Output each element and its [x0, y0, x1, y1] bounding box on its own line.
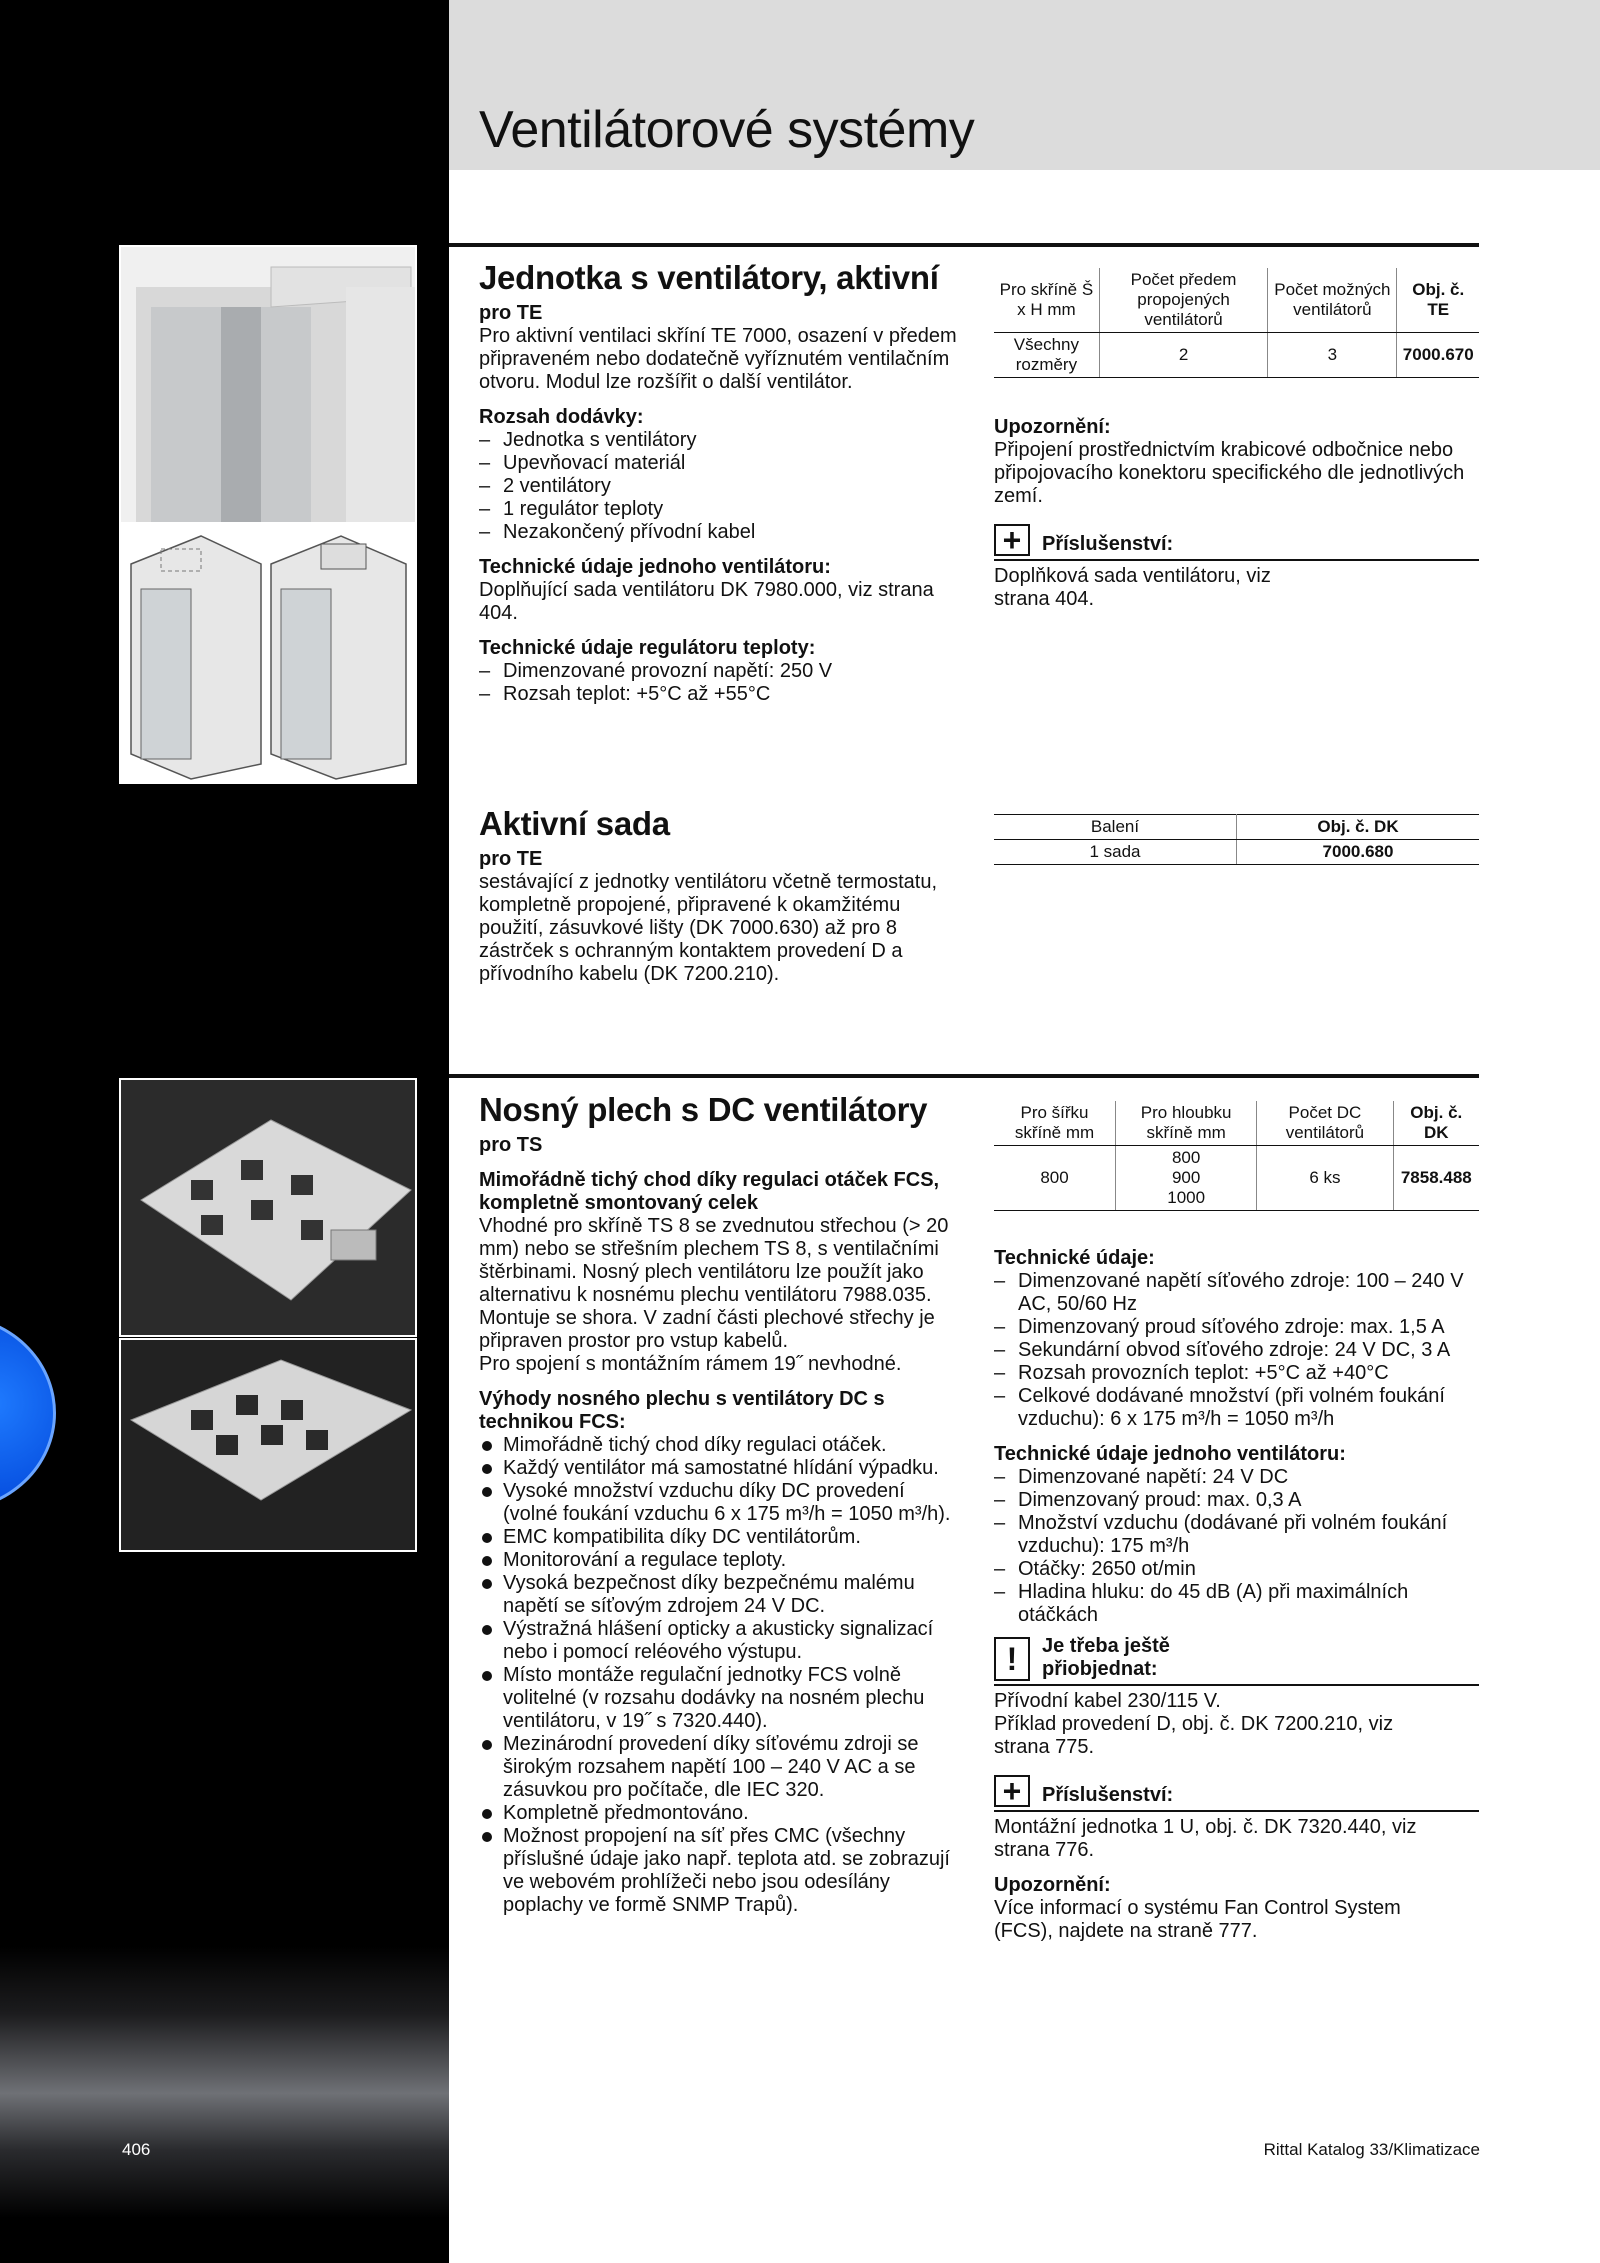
section1-table [994, 268, 1479, 378]
table-cell: Všechny rozměry [994, 333, 1099, 378]
table-header: Počet DC ventilátorů [1257, 1101, 1393, 1146]
section1-heading: Jednotka s ventilátory, aktivní [479, 259, 939, 296]
list-item: Místo montáže regulační jednotky FCS volně volitelné (v rozsahu dodávky na nosném plechu ventilátoru, v 19˝ s 7320.440). [479, 1664, 959, 1733]
accessories-text: Montážní jednotka 1 U, obj. č. DK 7320.440, viz strana 776. [994, 1816, 1417, 1861]
accessories-header [994, 524, 1479, 561]
table-header: Obj. č. DK [1237, 815, 1480, 840]
list-item: – Sekundární obvod síťového zdroje: 24 V DC, 3 A [994, 1339, 1479, 1362]
list-item: – Dimenzované napětí síťového zdroje: 100 – 240 V AC, 50/60 Hz [994, 1270, 1479, 1316]
section3-intro: Vhodné pro skříně TS 8 se zvednutou střechou (> 20 mm) nebo se střešním plechem TS 8, s ventilačními štěrbinami. Nosný plech ventilátoru lze použít jako alternativu k nosnému plechu ventilátoru 7988.035. Montuje se shora. V zadní části plechové střechy je připraven prostor pro vstup kabelů. [479, 1215, 949, 1352]
list-item: – Nezakončený přívodní kabel [479, 521, 959, 544]
list-item: – Množství vzduchu (dodávané při volném foukání vzduchu): 175 m³/h [994, 1512, 1479, 1558]
section2-right [994, 814, 1479, 865]
scope-list [479, 429, 959, 544]
section1-sub: pro TE [479, 302, 543, 324]
section3-sub: pro TS [479, 1134, 543, 1156]
list-item: EMC kompatibilita díky DC ventilátorům. [479, 1526, 959, 1549]
section3-left [479, 1092, 959, 1917]
tech-list [994, 1270, 1479, 1431]
list-item: – Dimenzovaný proud: max. 0,3 A [994, 1489, 1479, 1512]
table-cell: 6 ks [1257, 1146, 1393, 1211]
section3-heading: Nosný plech s DC ventilátory [479, 1091, 928, 1128]
list-item: – Dimenzované napětí: 24 V DC [994, 1466, 1479, 1489]
section2-left [479, 806, 959, 986]
section1-left [479, 260, 959, 706]
table-header: Balení [994, 815, 1237, 840]
scope-title: Rozsah dodávky: [479, 406, 644, 428]
list-item: – Jednotka s ventilátory [479, 429, 959, 452]
table-header: Obj. č. DK [1393, 1101, 1479, 1146]
list-item: Kompletně předmontováno. [479, 1802, 959, 1825]
section2-table [994, 814, 1479, 865]
section1-note-text: Připojení prostřednictvím krabicové odbočnice nebo připojovacího konektoru specifického dle jednotlivých zemí. [994, 439, 1465, 507]
reg-list [479, 660, 959, 706]
section2-heading: Aktivní sada [479, 805, 670, 842]
list-item: Výstražná hlášení opticky a akusticky signalizací nebo i pomocí reléového výstupu. [479, 1618, 959, 1664]
footer-catalog: Rittal Katalog 33/Klimatizace [1263, 2140, 1480, 2159]
cabinet-drawings [119, 522, 417, 784]
tech-title: Technické údaje: [994, 1247, 1155, 1269]
accessories-title: Příslušenství: [1042, 1784, 1174, 1806]
fan-unit-photo [119, 245, 417, 525]
table-cell: 800 900 1000 [1116, 1146, 1257, 1211]
table-row [994, 840, 1479, 865]
page-number: 406 [122, 2140, 151, 2159]
section2-sub: pro TE [479, 848, 543, 870]
list-item: – Dimenzované provozní napětí: 250 V [479, 660, 959, 683]
table-row [994, 1146, 1479, 1211]
accessories-header [994, 1775, 1479, 1812]
list-item: – 1 regulátor teploty [479, 498, 959, 521]
list-item: – Upevňovací materiál [479, 452, 959, 475]
list-item: Vysoká bezpečnost díky bezpečnému malému napětí se síťovým zdrojem 24 V DC. [479, 1572, 959, 1618]
section3-note-text: Více informací o systému Fan Control System (FCS), najdete na straně 777. [994, 1897, 1401, 1942]
list-item: – Otáčky: 2650 ot/min [994, 1558, 1479, 1581]
section1-rule [449, 243, 1479, 247]
order-text: Přívodní kabel 230/115 V. Příklad provedení D, obj. č. DK 7200.210, viz strana 775. [994, 1690, 1394, 1758]
table-header: Pro skříně Š x H mm [994, 268, 1099, 333]
list-item: Mezinárodní provedení díky síťovému zdroji se širokým rozsahem napětí 100 – 240 V AC a se zásuvkou pro počítače, dle IEC 320. [479, 1733, 959, 1802]
list-item: – 2 ventilátory [479, 475, 959, 498]
fan-plate-photo-1 [119, 1078, 417, 1337]
list-item: – Dimenzovaný proud síťového zdroje: max. 1,5 A [994, 1316, 1479, 1339]
section3-intro2: Pro spojení s montážním rámem 19˝ nevhodné. [479, 1353, 902, 1375]
list-item: Mimořádně tichý chod díky regulaci otáček. [479, 1434, 959, 1457]
list-item: – Rozsah teplot: +5°C až +55°C [479, 683, 959, 706]
section3-table [994, 1101, 1479, 1211]
table-header: Pro šířku skříně mm [994, 1101, 1116, 1146]
advantages-title: Výhody nosného plechu s ventilátory DC s technikou FCS: [479, 1388, 885, 1433]
fan-list [994, 1466, 1479, 1627]
reg-title: Technické údaje regulátoru teploty: [479, 637, 816, 659]
fan-tech-text: Doplňující sada ventilátoru DK 7980.000, viz strana 404. [479, 579, 934, 624]
table-cell: 2 [1099, 333, 1267, 378]
list-item: Možnost propojení na síť přes CMC (všechny příslušné údaje jako např. teplota atd. se zobrazují ve webovém prohlížeči nebo jsou odesílány poplachy ve formě SNMP Trapů). [479, 1825, 959, 1917]
section1-right [994, 268, 1479, 611]
fan-tech-title: Technické údaje jednoho ventilátoru: [479, 556, 831, 578]
table-header: Pro hloubku skříně mm [1116, 1101, 1257, 1146]
table-header: Obj. č. TE [1397, 268, 1479, 333]
order-title: Je třeba ještě přiobjednat: [1042, 1635, 1170, 1680]
section1-intro: Pro aktivní ventilaci skříní TE 7000, osazení v předem připraveném nebo dodatečně vyříznutém ventilačním otvoru. Modul lze rozšířit o další ventilátor. [479, 325, 957, 393]
plus-icon: + [994, 524, 1030, 556]
section3-note-title: Upozornění: [994, 1874, 1111, 1896]
accessories-title: Příslušenství: [1042, 533, 1174, 555]
plus-icon: + [994, 1775, 1030, 1807]
section2-text: sestávající z jednotky ventilátoru včetně termostatu, kompletně propojené, připravené k okamžitému použití, zásuvkové lišty (DK 7000.630) až pro 8 zástrček s ochranným kontaktem provedení D a přívodního kabelu (DK 7200.210). [479, 871, 937, 985]
table-cell: 7858.488 [1393, 1146, 1479, 1211]
list-item: Každý ventilátor má samostatné hlídání výpadku. [479, 1457, 959, 1480]
table-row [994, 333, 1479, 378]
section3-rule [449, 1074, 1479, 1078]
table-header: Počet předem propojených ventilátorů [1099, 268, 1267, 333]
section1-note-title: Upozornění: [994, 416, 1111, 438]
list-item: – Celkové dodávané množství (při volném foukání vzduchu): 6 x 175 m³/h = 1050 m³/h [994, 1385, 1479, 1431]
exclamation-icon: ! [994, 1637, 1030, 1681]
section3-lead: Mimořádně tichý chod díky regulaci otáček FCS, kompletně smontovaný celek [479, 1169, 940, 1214]
table-cell: 1 sada [994, 840, 1237, 865]
list-item: Monitorování a regulace teploty. [479, 1549, 959, 1572]
table-header: Počet možných ventilátorů [1268, 268, 1397, 333]
page-title: Ventilátorové systémy [479, 101, 975, 159]
order-header [994, 1635, 1479, 1686]
section3-right [994, 1101, 1479, 1943]
list-item: – Rozsah provozních teplot: +5°C až +40°C [994, 1362, 1479, 1385]
fan-title: Technické údaje jednoho ventilátoru: [994, 1443, 1346, 1465]
accessories-text: Doplňková sada ventilátoru, viz strana 404. [994, 565, 1271, 610]
list-item: Vysoké množství vzduchu díky DC provedení (volné foukání vzduchu 6 x 175 m³/h = 1050 m³/h). [479, 1480, 959, 1526]
advantages-list [479, 1434, 959, 1917]
table-cell: 7000.670 [1397, 333, 1479, 378]
table-cell: 3 [1268, 333, 1397, 378]
table-cell: 7000.680 [1237, 840, 1480, 865]
table-cell: 800 [994, 1146, 1116, 1211]
list-item: – Hladina hluku: do 45 dB (A) při maximálních otáčkách [994, 1581, 1479, 1627]
fan-plate-photo-2 [119, 1338, 417, 1552]
